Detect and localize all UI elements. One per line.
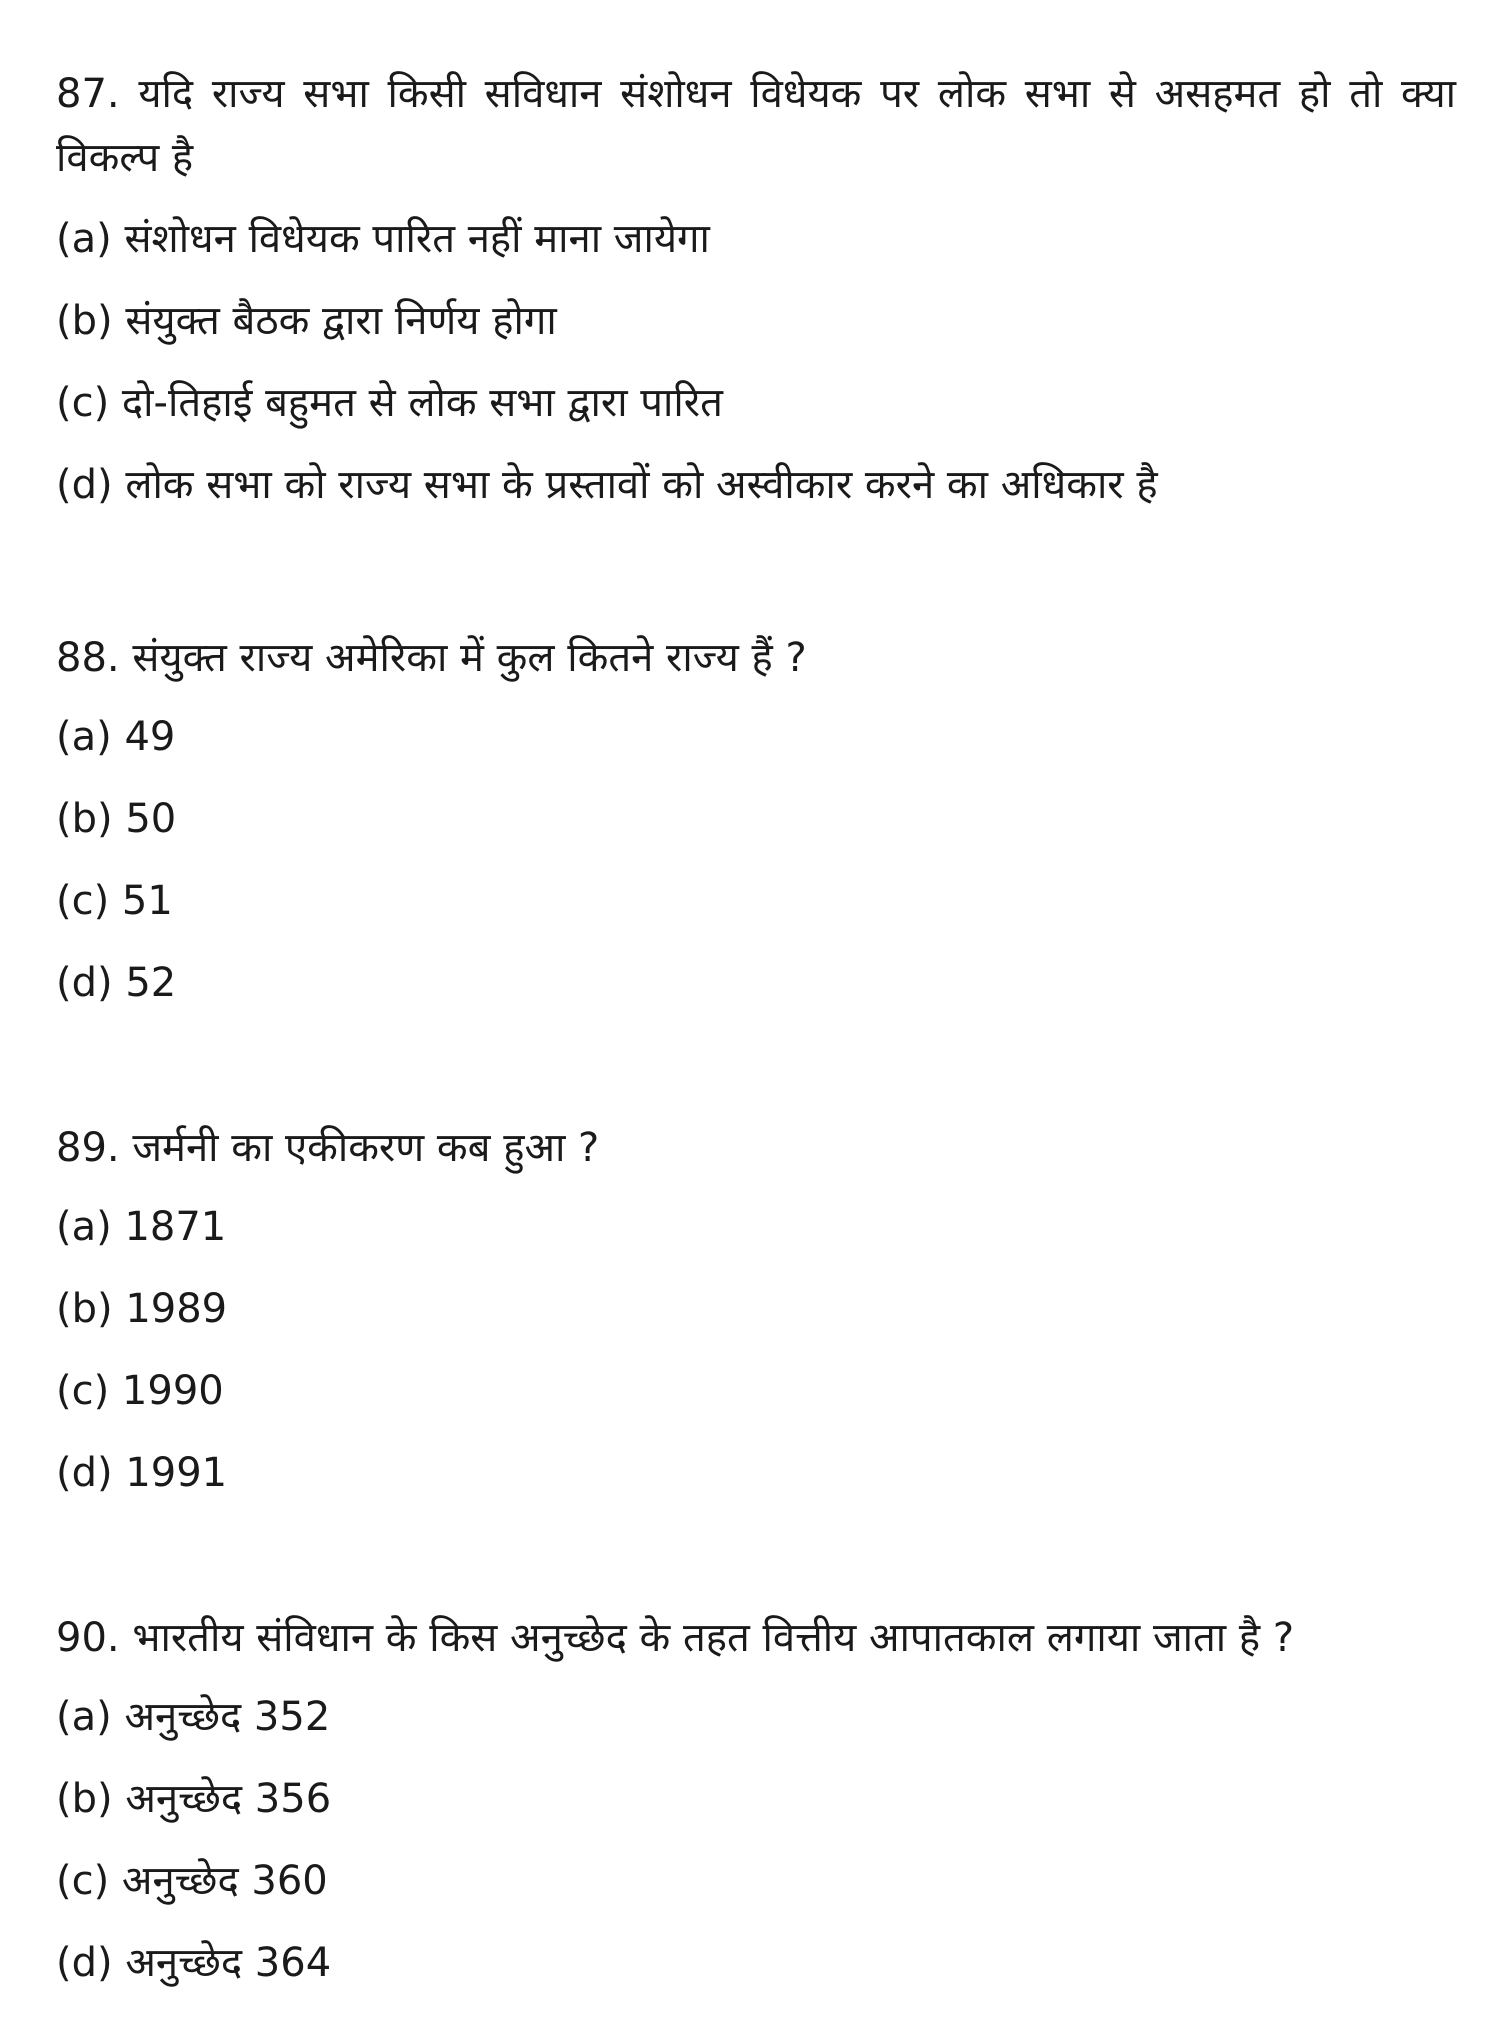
option-d[interactable]	[56, 1922, 1456, 2004]
option-label: (b)	[56, 1776, 113, 1822]
option-c[interactable]	[56, 860, 1456, 942]
option-label: (c)	[56, 1368, 110, 1414]
option-text: 1990	[121, 1368, 224, 1414]
option-b[interactable]	[56, 1268, 1456, 1350]
option-text: संयुक्त बैठक द्वारा निर्णय होगा	[125, 298, 557, 344]
question-87	[56, 62, 1456, 526]
option-label: (d)	[56, 1450, 113, 1496]
option-label: (a)	[56, 1694, 112, 1740]
option-text: लोक सभा को राज्य सभा के प्रस्तावों को अस्वीकार करने का अधिकार है	[125, 462, 1158, 508]
option-text: 1871	[124, 1204, 227, 1250]
option-text: 49	[124, 714, 176, 760]
question-body: जर्मनी का एकीकरण कब हुआ ?	[132, 1125, 600, 1171]
option-a[interactable]	[56, 696, 1456, 778]
option-text: 52	[125, 960, 177, 1006]
option-label: (c)	[56, 1858, 110, 1904]
option-label: (a)	[56, 714, 112, 760]
question-89	[56, 1116, 1456, 1514]
option-label: (b)	[56, 796, 113, 842]
option-label: (c)	[56, 380, 110, 426]
options-list	[56, 198, 1456, 526]
question-text	[56, 62, 1456, 190]
question-number: 88.	[56, 635, 120, 681]
option-label: (d)	[56, 960, 113, 1006]
option-label: (a)	[56, 1204, 112, 1250]
options-list	[56, 1676, 1456, 2004]
question-88	[56, 626, 1456, 1024]
option-text: 1989	[125, 1286, 228, 1332]
option-text: अनुच्छेद 360	[121, 1858, 328, 1904]
option-text: 51	[121, 878, 173, 924]
option-text: दो-तिहाई बहुमत से लोक सभा द्वारा पारित	[121, 380, 723, 426]
question-number: 87.	[56, 71, 120, 117]
option-label: (d)	[56, 462, 113, 508]
option-label: (b)	[56, 298, 113, 344]
option-text: अनुच्छेद 364	[125, 1940, 332, 1986]
option-text: 1991	[125, 1450, 228, 1496]
option-a[interactable]	[56, 1676, 1456, 1758]
option-b[interactable]	[56, 1758, 1456, 1840]
option-a[interactable]	[56, 1186, 1456, 1268]
option-label: (c)	[56, 878, 110, 924]
option-a[interactable]	[56, 198, 1456, 280]
question-body: यदि राज्य सभा किसी सविधान संशोधन विधेयक पर लोक सभा से असहमत हो तो क्या विकल्प है	[56, 71, 1457, 181]
option-text: अनुच्छेद 352	[124, 1694, 331, 1740]
option-label: (b)	[56, 1286, 113, 1332]
question-text	[56, 1116, 1456, 1180]
question-number: 89.	[56, 1125, 120, 1171]
options-list	[56, 1186, 1456, 1514]
option-c[interactable]	[56, 1350, 1456, 1432]
question-text	[56, 1606, 1456, 1670]
option-label: (d)	[56, 1940, 113, 1986]
option-b[interactable]	[56, 778, 1456, 860]
question-number: 90.	[56, 1615, 120, 1661]
question-body: भारतीय संविधान के किस अनुच्छेद के तहत वित्तीय आपातकाल लगाया जाता है ?	[132, 1615, 1295, 1661]
options-list	[56, 696, 1456, 1024]
option-c[interactable]	[56, 1840, 1456, 1922]
question-text	[56, 626, 1456, 690]
option-d[interactable]	[56, 1432, 1456, 1514]
option-label: (a)	[56, 216, 112, 262]
option-b[interactable]	[56, 280, 1456, 362]
option-d[interactable]	[56, 444, 1456, 526]
option-c[interactable]	[56, 362, 1456, 444]
question-90	[56, 1606, 1456, 2004]
question-body: संयुक्त राज्य अमेरिका में कुल कितने राज्य हैं ?	[132, 635, 807, 681]
option-d[interactable]	[56, 942, 1456, 1024]
option-text: अनुच्छेद 356	[125, 1776, 332, 1822]
option-text: 50	[125, 796, 177, 842]
option-text: संशोधन विधेयक पारित नहीं माना जायेगा	[124, 216, 710, 262]
